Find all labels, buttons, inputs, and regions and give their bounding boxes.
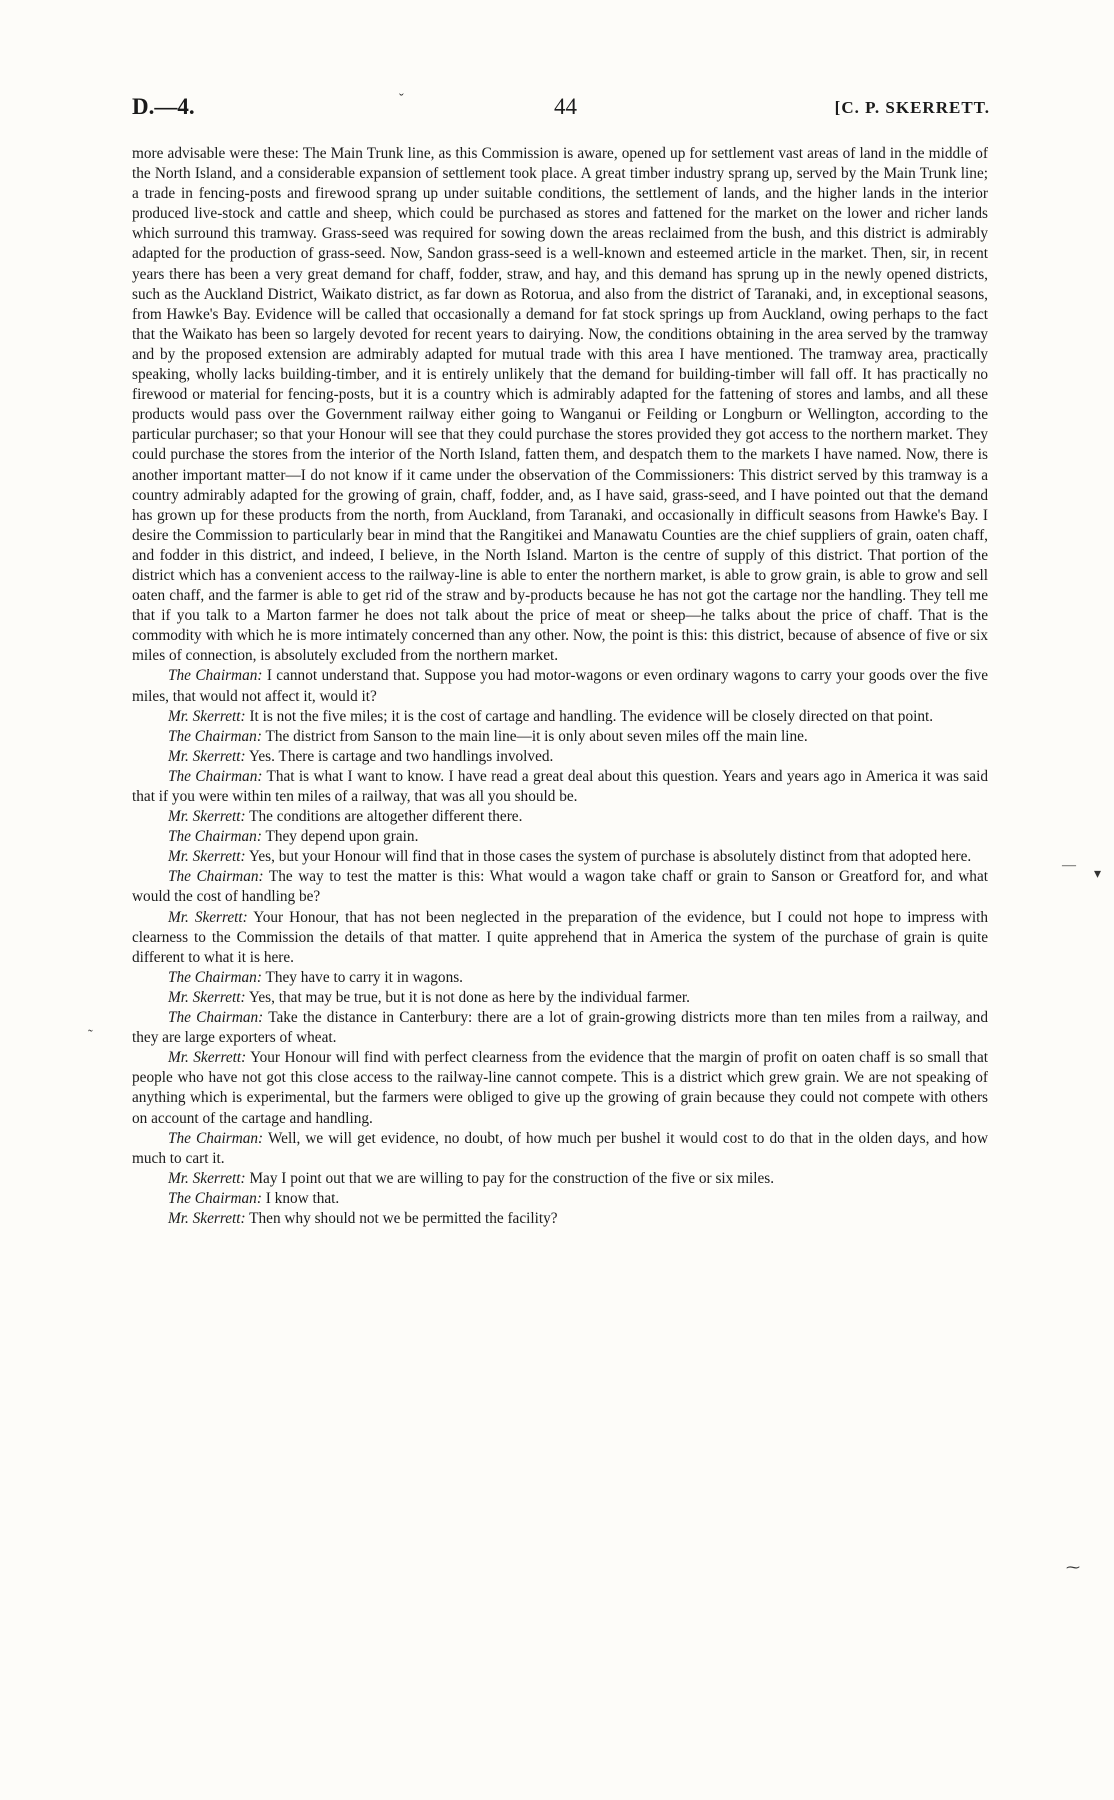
dialogue-line (132, 988, 988, 1008)
margin-mark: ˜ (88, 1028, 93, 1043)
page-number: 44 (554, 94, 577, 119)
speech-text: They have to carry it in wagons. (265, 968, 464, 986)
dialogue-line (132, 747, 988, 767)
dialogue-line (132, 1129, 988, 1169)
margin-mark: ▾ (1094, 867, 1102, 882)
speech-text: I know that. (265, 1189, 340, 1207)
dialogue-line (132, 908, 988, 968)
speaker-name: Mr. Skerrett: (168, 848, 246, 866)
speaker-name: The Chairman: (168, 868, 264, 886)
speaker-name: The Chairman: (168, 828, 262, 846)
speech-text: The conditions are altogether different there. (249, 808, 523, 826)
speech-text: Yes, but your Honour will find that in those cases the system of purchase is absolutely distinct from that adopted here. (248, 848, 972, 866)
stray-mark: ˇ (399, 92, 404, 107)
speaker-name: Mr. Skerrett: (168, 747, 246, 765)
speaker-name: The Chairman: (168, 968, 262, 986)
page-header (132, 94, 990, 134)
margin-mark: ⁓ (1066, 1561, 1080, 1576)
speaker-name: The Chairman: (168, 1129, 264, 1147)
speech-text: They depend upon grain. (265, 828, 419, 846)
speaker-name: The Chairman: (168, 767, 263, 785)
speaker-name: Mr. Skerrett: (168, 707, 246, 725)
speaker-name: Mr. Skerrett: (168, 908, 248, 926)
speech-text: Take the distance in Canterbury: there are a lot of grain-growing districts more than ten miles from a railway, and they are large exporters of wheat. (132, 1009, 988, 1047)
dialogue-line (132, 867, 988, 907)
speaker-reference: [C. P. SKERRETT. (834, 98, 990, 117)
dialogue-line (132, 847, 988, 867)
page-body (132, 144, 988, 1229)
speech-text: It is not the five miles; it is the cost of cartage and handling. The evidence will be closely directed on that point. (249, 707, 934, 725)
speech-text: May I point out that we are willing to pay for the construction of the five or six miles. (249, 1169, 775, 1187)
dialogue-line (132, 807, 988, 827)
dialogue-line (132, 827, 988, 847)
dialogue-line (132, 767, 988, 807)
dialogue-line (132, 1169, 988, 1189)
dialogue-line (132, 1048, 988, 1128)
speech-text: Yes. There is cartage and two handlings involved. (248, 747, 554, 765)
speaker-name: Mr. Skerrett: (168, 1049, 247, 1067)
dialogue-line (132, 1209, 988, 1229)
speech-text: Your Honour will find with perfect clearness from the evidence that the margin of profit on oaten chaff is so small that people who have not got this close access to the railway-line cannot compete. This is a district which grew grain. We are not speaking of anything which is experimental, but the farmers were obliged to give up the growing of grain because they could not compete with others on account of the cartage and handling. (132, 1049, 988, 1127)
speaker-name: Mr. Skerrett: (168, 1169, 246, 1187)
speech-text: Then why should not we be permitted the facility? (249, 1209, 558, 1227)
opening-paragraph: more advisable were these: The Main Trunk line, as this Commission is aware, opened up for settlement vast areas of land in the middle of the North Island, and a considerable expansion of settlement took place. A great timber industry sprang up, served by the Main Trunk line; a trade in fencing-posts and firewood sprang up under suitable conditions, the settlement of lands, and the higher lands in the interior produced live-stock and cattle and sheep, which could be purchased as stores and fattened for the market on the lower and richer lands which surround this tramway. Grass-seed was required for sowing down the areas reclaimed from the bush, and this district is admirably adapted for the production of grass-seed. Now, Sandon grass-seed is a well-known and esteemed article in the market. Then, sir, in recent years there has been a very great demand for chaff, fodder, straw, and hay, and this demand has sprung up in the newly opened districts, such as the Auckland District, Waikato district, as far down as Rotorua, and also from the district of Taranaki, and, in exceptional seasons, from Hawke's Bay. Evidence will be called that occasionally a demand for fat stock springs up from Auckland, owing perhaps to the fact that the Waikato has been so largely devoted for recent years to dairying. Now, the conditions obtaining in the area served by the tramway and by the proposed extension are admirably adapted for mutual trade with this area I have mentioned. The tramway area, practically speaking, wholly lacks building-timber, and it is entirely unlikely that the demand for building-timber will fall off. It has practically no firewood or material for fencing-posts, but it is a country which is admirably adapted for the fattening of stores and lambs, and all these products would pass over the Government railway either going to Wanganui or Feilding or Longburn or Wellington, according to the particular purchaser; so that your Honour will see that they could purchase the stores provided they got access to the northern market. They could purchase the stores from the interior of the North Island, fatten them, and despatch them to the markets I have named. Now, there is another important matter—I do not know if it came under the observation of the Commissioners: This district served by this tramway is a country admirably adapted for the growing of grain, chaff, fodder, and, as I have said, grass-seed, and I have pointed out that the demand has grown up for these products from the north, from Auckland, from Taranaki, and occasionally in difficult seasons from Hawke's Bay. I desire the Commission to particularly bear in mind that the Rangitikei and Manawatu Counties are the chief suppliers of grain, oaten chaff, and fodder in this district, and indeed, I believe, in the North Island. Marton is the centre of supply of this district. That portion of the district which has a convenient access to the railway-line is able to enter the northern market, is able to grow grain, is able to grow and sell oaten chaff, and the farmer is able to get rid of the straw and by-products because he has not got the cartage nor the handling. They tell me that if you talk to a Marton farmer he does not talk about the price of meat or sheep—he talks about the price of chaff. That is the commodity with which he is more intimately concerned than any other. Now, the point is this: this district, because of absence of five or six miles of connection, is absolutely excluded from the northern market. (132, 145, 988, 665)
speaker-name: The Chairman: (168, 667, 263, 685)
dialogue-line (132, 707, 988, 727)
dialogue-line (132, 1189, 988, 1209)
speech-text: Well, we will get evidence, no doubt, of how much per bushel it would cost to do that in the olden days, and how much to cart it. (132, 1129, 988, 1167)
speaker-name: The Chairman: (168, 1189, 262, 1207)
speech-text: That is what I want to know. I have read a great deal about this question. Years and years ago in America it was said that if you were within ten miles of a railway, that was all you should be. (132, 767, 988, 805)
margin-mark: — (1062, 858, 1076, 873)
speaker-name: Mr. Skerrett: (168, 988, 246, 1006)
speech-text: The way to test the matter is this: What would a wagon take chaff or grain to Sanson or Greatford for, and what would the cost of handling be? (132, 868, 988, 906)
speech-text: Yes, that may be true, but it is not done as here by the individual farmer. (248, 988, 690, 1006)
speech-text: Your Honour, that has not been neglected in the preparation of the evidence, but I could not hope to impress with clearness to the Commission the details of that matter. I quite apprehend that in America the system of the purchase of grain is quite different to what it is here. (132, 908, 988, 966)
speech-text: The district from Sanson to the main line—it is only about seven miles off the main line. (265, 727, 808, 745)
dialogue-line (132, 666, 988, 706)
document-reference: D.—4. (132, 94, 195, 119)
speaker-name: Mr. Skerrett: (168, 808, 246, 826)
dialogue-line (132, 1008, 988, 1048)
speech-text: I cannot understand that. Suppose you had motor-wagons or even ordinary wagons to carry your goods over the five miles, that would not affect it, would it? (132, 667, 988, 705)
speaker-name: The Chairman: (168, 727, 262, 745)
dialogue-line (132, 968, 988, 988)
speaker-name: Mr. Skerrett: (168, 1209, 246, 1227)
speaker-name: The Chairman: (168, 1009, 264, 1027)
dialogue-line (132, 727, 988, 747)
